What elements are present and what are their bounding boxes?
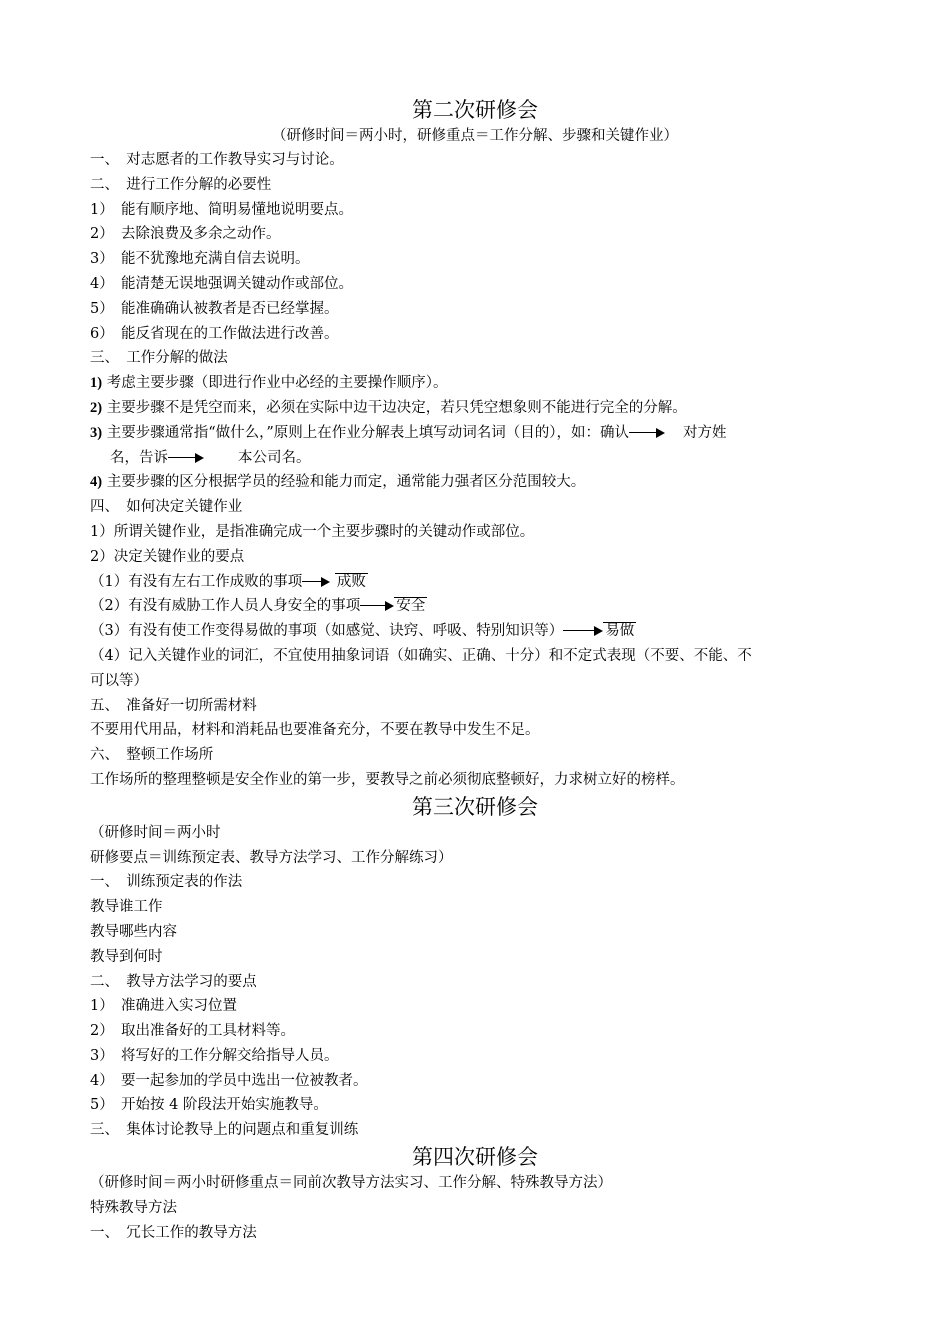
- list-item: 2）决定关键作业的要点: [90, 548, 245, 565]
- item-text: 主要步骤不是凭空而来，必须在实际中边干边决定，若只凭空想象则不能进行完全的分解。: [102, 399, 687, 416]
- heading-line: 二、 进行工作分解的必要性: [90, 176, 272, 193]
- list-item-continuation: 可以等）: [90, 672, 148, 689]
- heading-line: 三、 工作分解的做法: [90, 350, 228, 367]
- list-item: [90, 421, 860, 446]
- right-arrow-icon: [302, 577, 330, 587]
- heading-line: 四、 如何决定关键作业: [90, 499, 243, 516]
- list-item: 4） 要一起参加的学员中选出一位被教者。: [90, 1072, 368, 1089]
- list-item: 1）所谓关键作业，是指准确完成一个主要步骤时的关键动作或部位。: [90, 523, 535, 540]
- heading-line: 六、 整顿工作场所: [90, 747, 214, 764]
- heading-line: 一、 训练预定表的作法: [90, 874, 243, 891]
- item-number: 4): [90, 474, 103, 491]
- item-text: 本公司名。: [238, 449, 311, 466]
- item-text: （1）有没有左右工作成败的事项: [90, 573, 303, 590]
- text-line: 教导哪些内容: [90, 923, 177, 940]
- list-item: [90, 570, 860, 595]
- list-item: 5） 开始按 4 阶段法开始实施教导。: [90, 1097, 328, 1114]
- section-subtitle: （研修时间＝两小时: [90, 824, 221, 841]
- list-item-continuation: [90, 446, 860, 471]
- list-item: [90, 371, 860, 396]
- list-item: 5） 能准确确认被教者是否已经掌握。: [90, 300, 339, 317]
- list-item: [90, 594, 860, 619]
- list-item: 4） 能清楚无误地强调关键动作或部位。: [90, 275, 353, 292]
- list-item: 2） 取出准备好的工具材料等。: [90, 1023, 295, 1040]
- item-text: （2）有没有威胁工作人员人身安全的事项: [90, 598, 361, 615]
- section-title: 第二次研修会: [412, 98, 538, 122]
- heading-line: 三、 集体讨论教导上的问题点和重复训练: [90, 1122, 359, 1139]
- text-line: 不要用代用品，材料和消耗品也要准备充分，不要在教导中发生不足。: [90, 722, 540, 739]
- item-text: 名，告诉: [110, 449, 168, 466]
- list-item: [90, 470, 860, 495]
- item-text: 对方姓: [683, 424, 727, 441]
- text-line: 工作场所的整理整顿是安全作业的第一步，要教导之前必须彻底整顿好，力求树立好的榜样。: [90, 771, 685, 788]
- section-subtitle: （研修时间＝两小时研修重点＝同前次教导方法实习、工作分解、特殊教导方法）: [90, 1175, 612, 1192]
- right-arrow-icon: [360, 601, 394, 611]
- list-item: [90, 396, 860, 421]
- section-title: 第四次研修会: [412, 1145, 538, 1170]
- text-line: 一、 对志愿者的工作教导实习与讨论。: [90, 152, 344, 168]
- heading-line: 五、 准备好一切所需材料: [90, 697, 257, 714]
- item-number: 3): [90, 424, 103, 441]
- list-item: （4）记入关键作业的词汇，不宜使用抽象词语（如确实、正确、十分）和不定式表现（不要、不能、不: [90, 647, 752, 664]
- list-item: 1） 准确进入实习位置: [90, 998, 237, 1015]
- text-line: 教导谁工作: [90, 899, 163, 916]
- item-number: 2): [90, 399, 103, 416]
- keyword: 成败: [336, 573, 366, 590]
- list-item: 2） 去除浪费及多余之动作。: [90, 226, 281, 243]
- list-item: 3） 能不犹豫地充满自信去说明。: [90, 251, 310, 268]
- keyword: 易做: [605, 623, 635, 640]
- item-text: 主要步骤的区分根据学员的经验和能力而定，通常能力强者区分范围较大。: [102, 474, 586, 491]
- right-arrow-icon: [563, 626, 603, 636]
- right-arrow-icon: [629, 428, 665, 438]
- document-page: [90, 96, 860, 1245]
- list-item: 3） 将写好的工作分解交给指导人员。: [90, 1047, 339, 1064]
- list-item: 1） 能有顺序地、简明易懂地说明要点。: [90, 201, 353, 218]
- heading-line: 二、 教导方法学习的要点: [90, 973, 257, 990]
- item-text: （3）有没有使工作变得易做的事项（如感觉、诀窍、呼吸、特别知识等）: [90, 623, 564, 640]
- item-text: 考虑主要步骤（即进行作业中必经的主要操作顺序）。: [102, 375, 448, 392]
- list-item: [90, 619, 860, 644]
- item-number: 1): [90, 375, 103, 392]
- text-line: 特殊教导方法: [90, 1199, 177, 1216]
- heading-line: 一、 冗长工作的教导方法: [90, 1224, 257, 1241]
- section-subtitle: 研修要点＝训练预定表、教导方法学习、工作分解练习）: [90, 849, 453, 866]
- section-subtitle: （研修时间＝两小时，研修重点＝工作分解、步骤和关键作业）: [272, 128, 678, 144]
- section-title: 第三次研修会: [412, 794, 538, 819]
- list-item: 6） 能反省现在的工作做法进行改善。: [90, 325, 339, 342]
- right-arrow-icon: [168, 453, 204, 463]
- keyword: 安全: [396, 598, 426, 615]
- text-line: 教导到何时: [90, 948, 163, 965]
- item-text: 主要步骤通常指“做什么，”原则上在作业分解表上填写动词名词（目的），如：确认: [102, 424, 630, 441]
